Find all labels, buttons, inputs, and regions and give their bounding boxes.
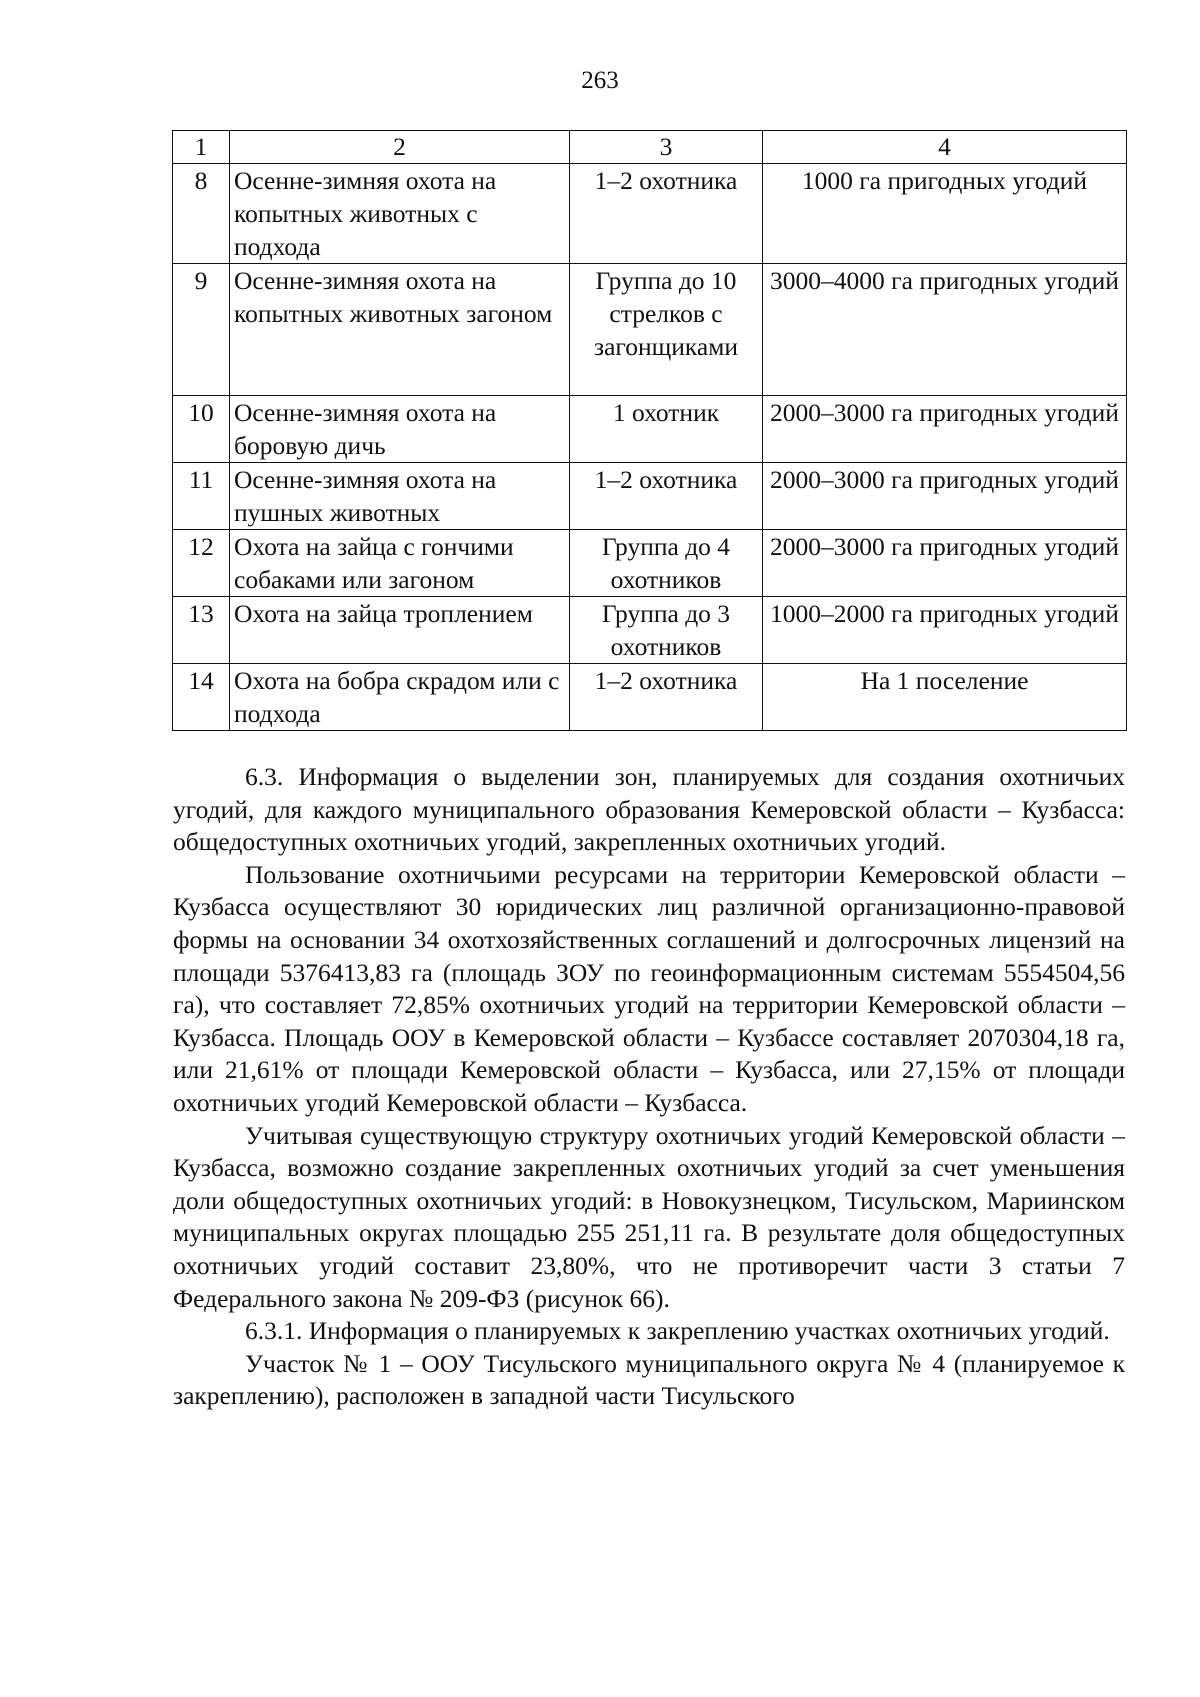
area-norm-cell: На 1 поселение [763,664,1127,731]
paragraph-assigned-grounds-creation: Учитывая существующую структуру охотничьих угодий Кемеровской области – Кузбасса, возможно создание закрепленных охотничьих угодий за счет уменьшения доли общедоступных охотничьих угодий: в Новокузнецком, Тисульском, Мариинском муниципальных округах площадью 255 251,11 га. В результате доля общедоступных охотничьих угодий составит 23,80%, что не противоречит части 3 статьи 7 Федерального закона № 209-ФЗ (рисунок 66). [173,1120,1125,1313]
hunting-type-cell: Охота на зайца с гончими собаками или загоном [230,530,570,597]
row-number: 9 [173,264,230,396]
hunting-type-cell: Охота на зайца троплением [230,597,570,664]
hunter-group-cell: 1–2 охотника [570,664,763,731]
column-header: 4 [763,131,1127,164]
page-number: 263 [581,67,619,94]
table-row [173,530,1127,597]
hunter-group-cell: 1–2 охотника [570,164,763,264]
hunting-type-cell: Охота на бобра скрадом или с подхода [230,664,570,731]
column-header: 2 [230,131,570,164]
paragraph-plot-1: Участок № 1 – ООУ Тисульского муниципального округа № 4 (планируемое к закреплению), расположен в западной части Тисульского [173,1348,1125,1411]
hunter-group-cell: Группа до 10 стрелков с загонщиками [570,264,763,396]
hunting-type-cell: Осенне-зимняя охота на боровую дичь [230,396,570,463]
hunter-group-cell: Группа до 3 охотников [570,597,763,664]
area-norm-cell: 2000–3000 га пригодных угодий [763,530,1127,597]
area-norm-cell: 2000–3000 га пригодных угодий [763,396,1127,463]
area-norm-cell: 2000–3000 га пригодных угодий [763,463,1127,530]
table-row [173,164,1127,264]
hunting-norms-table [172,130,1127,731]
area-norm-cell: 1000 га пригодных угодий [763,164,1127,264]
hunting-type-cell: Осенне-зимняя охота на копытных животных с подхода [230,164,570,264]
row-number: 8 [173,164,230,264]
hunter-group-cell: Группа до 4 охотников [570,530,763,597]
hunter-group-cell: 1–2 охотника [570,463,763,530]
table-header-row [173,131,1127,164]
paragraph-section-6-3: 6.3. Информация о выделении зон, планируемых для создания охотничьих угодий, для каждого муниципального образования Кемеровской области – Кузбасса: общедоступных охотничьих угодий, закрепленных охотничьих угодий. [173,762,1125,857]
hunter-group-cell: 1 охотник [570,396,763,463]
table-row [173,597,1127,664]
body-text [173,761,1125,1413]
row-number: 14 [173,664,230,731]
table-row [173,396,1127,463]
column-header: 3 [570,131,763,164]
row-number: 10 [173,396,230,463]
row-number: 11 [173,463,230,530]
area-norm-cell: 1000–2000 га пригодных угодий [763,597,1127,664]
table-row [173,463,1127,530]
hunting-type-cell: Осенне-зимняя охота на копытных животных загоном [230,264,570,396]
paragraph-hunting-resources-usage: Пользование охотничьими ресурсами на территории Кемеровской области – Кузбасса осуществляют 30 юридических лиц различной организационно-правовой формы на основании 34 охотхозяйственных соглашений и долгосрочных лицензий на площади 5376413,83 га (площадь ЗОУ по геоинформационным системам 5554504,56 га), что составляет 72,85% охотничьих угодий на территории Кемеровской области – Кузбасса. Площадь ООУ в Кемеровской области – Кузбассе составляет 2070304,18 га, или 21,61% от площади Кемеровской области – Кузбасса, или 27,15% от площади охотничьих угодий Кемеровской области – Кузбасса. [173,859,1125,1117]
table-row [173,664,1127,731]
area-norm-cell: 3000–4000 га пригодных угодий [763,264,1127,396]
paragraph-section-6-3-1: 6.3.1. Информация о планируемых к закреплению участках охотничьих угодий. [245,1316,1110,1346]
row-number: 13 [173,597,230,664]
column-header: 1 [173,131,230,164]
hunting-type-cell: Осенне-зимняя охота на пушных животных [230,463,570,530]
row-number: 12 [173,530,230,597]
table-row [173,264,1127,396]
